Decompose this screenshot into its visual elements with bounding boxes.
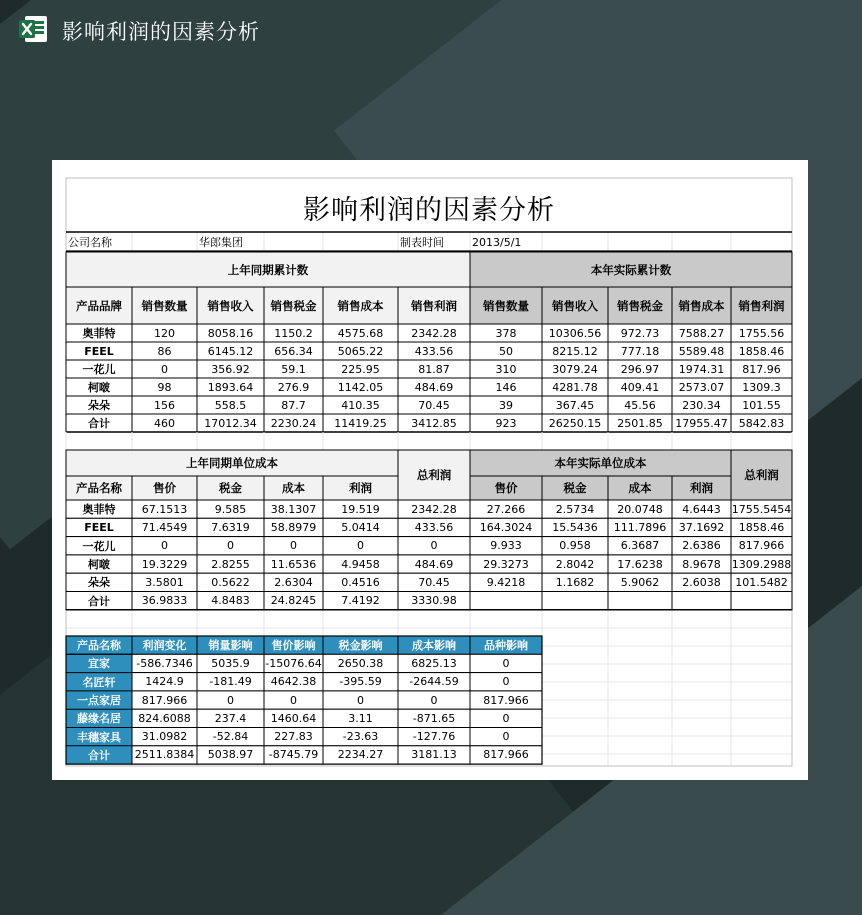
window-titlebar [0, 0, 862, 60]
table-cell: 0 [502, 730, 510, 744]
table-cell: -871.65 [412, 711, 456, 725]
section2-col-header: 售价 [153, 481, 176, 495]
table-cell: 356.92 [211, 362, 250, 376]
section3-col-header: 产品名称 [77, 639, 121, 653]
table-cell: 1460.64 [270, 711, 317, 725]
table-cell: 1142.05 [337, 380, 384, 394]
table-cell: 86 [157, 344, 172, 358]
table-cell: 2501.85 [617, 416, 663, 430]
table-cell: 164.3024 [479, 520, 533, 534]
table-cell: 0 [161, 539, 168, 553]
row-label: FEEL [84, 344, 114, 358]
table-cell: 3412.85 [411, 416, 457, 430]
section1-col-header: 销售成本 [678, 298, 725, 313]
section1-col-header: 销售数量 [483, 298, 529, 313]
table-cell: 2342.28 [411, 502, 457, 516]
table-cell: 3079.24 [552, 362, 598, 376]
table-cell: -23.63 [342, 730, 379, 744]
document-title: 影响利润的因素分析 [62, 20, 260, 44]
table-cell: 9.585 [214, 502, 247, 516]
table-cell: 45.56 [624, 398, 656, 412]
excel-icon [17, 13, 49, 45]
row-label: 一花儿 [82, 363, 116, 376]
table-cell: 6.3687 [620, 539, 660, 553]
table-cell: 4281.78 [552, 380, 598, 394]
table-cell: 433.56 [414, 344, 454, 358]
table-cell: 8058.16 [207, 326, 254, 340]
table-cell: 111.7896 [613, 520, 667, 534]
table-cell: 29.3273 [483, 557, 529, 571]
table-cell: 4575.68 [337, 326, 384, 340]
table-cell: 67.1513 [141, 502, 188, 516]
section2-current-total-profit-header: 总利润 [744, 468, 779, 482]
section1-prior-title: 上年同期累计数 [227, 262, 309, 277]
table-cell: 0 [430, 693, 438, 707]
section2-col-header: 产品名称 [76, 481, 122, 495]
table-cell: 17012.34 [204, 416, 257, 430]
section1-col-header: 销售利润 [411, 298, 457, 313]
row-label: FEEL [84, 520, 114, 534]
table-cell: 2650.38 [337, 656, 384, 670]
row-label: 奥菲特 [82, 503, 116, 517]
table-cell: 0 [357, 693, 364, 707]
table-cell: 7.6319 [211, 520, 250, 534]
table-cell: -586.7346 [136, 656, 193, 670]
row-label: 名匠轩 [82, 675, 116, 689]
table-cell: 10306.56 [548, 326, 602, 340]
table-cell: 9.4218 [486, 575, 526, 589]
table-cell: 50 [499, 344, 513, 358]
table-cell: 0 [290, 693, 297, 707]
table-cell [542, 592, 608, 610]
table-cell: 777.18 [620, 344, 660, 358]
table-cell: 1309.3 [742, 380, 781, 394]
table-cell: 1424.9 [145, 675, 184, 689]
table-cell: 225.95 [341, 362, 380, 376]
table-cell [731, 592, 792, 610]
table-cell: 0 [161, 362, 168, 376]
table-cell: 5589.48 [678, 344, 725, 358]
table-cell: 26250.15 [548, 416, 602, 430]
table-cell: -8745.79 [268, 748, 319, 762]
table-cell: 38.1307 [270, 502, 317, 516]
section2-current-title: 本年实际单位成本 [554, 456, 647, 470]
table-cell: 227.83 [274, 730, 313, 744]
table-cell: 39 [499, 398, 513, 412]
table-cell: 0 [430, 539, 438, 553]
table-cell: 87.7 [281, 398, 306, 412]
row-label: 丰穗家具 [77, 730, 121, 744]
table-cell: 2.8042 [555, 557, 595, 571]
date-label: 制表时间 [400, 236, 444, 249]
section1-col-header: 产品品牌 [76, 298, 122, 313]
table-cell: 8215.12 [552, 344, 598, 358]
table-cell: 2.6386 [682, 539, 721, 553]
table-cell: 98 [157, 380, 172, 394]
section2-col-header: 利润 [349, 481, 372, 495]
section3-col-header: 成本影响 [412, 639, 456, 653]
section2-col-header: 利润 [690, 481, 713, 495]
table-cell: 1893.64 [207, 380, 254, 394]
table-cell: 817.96 [742, 362, 781, 376]
table-cell: 5.0414 [341, 520, 380, 534]
section1-col-header: 销售数量 [141, 298, 188, 313]
section2-col-header: 成本 [282, 481, 305, 495]
table-cell: -127.76 [412, 730, 456, 744]
table-cell: 156 [154, 398, 175, 412]
table-cell: 409.41 [620, 380, 660, 394]
table-cell: 17.6238 [617, 557, 663, 571]
table-cell: 817.966 [738, 539, 785, 553]
table-cell: 27.266 [486, 502, 526, 516]
table-cell: 5842.83 [738, 416, 785, 430]
section2-prior-total-profit-header: 总利润 [416, 468, 452, 482]
section3-col-header: 售价影响 [271, 639, 316, 653]
section1-col-header: 销售税金 [270, 298, 317, 313]
row-label: 藤缘名居 [77, 712, 121, 726]
table-cell: 3.11 [348, 711, 373, 725]
table-cell: 2.6038 [682, 575, 721, 589]
table-cell: 1974.31 [678, 362, 725, 376]
table-cell: 2.6304 [274, 575, 313, 589]
table-cell: 7.4192 [341, 594, 380, 608]
company-name: 华郎集团 [199, 236, 243, 249]
table-cell: 484.69 [414, 557, 454, 571]
table-cell: 8.9678 [682, 557, 721, 571]
section2-col-header: 税金 [563, 481, 587, 495]
row-label: 一点家居 [77, 694, 121, 708]
table-cell: 656.34 [274, 344, 313, 358]
row-label: 柯啵 [88, 558, 110, 572]
table-cell: 19.3229 [141, 557, 188, 571]
report-date: 2013/5/1 [472, 235, 522, 249]
row-label: 奥菲特 [82, 327, 116, 340]
table-cell: 1858.46 [738, 520, 785, 534]
table-cell: 558.5 [214, 398, 247, 412]
table-cell: 824.6088 [138, 711, 191, 725]
table-cell: 0 [227, 539, 234, 553]
table-cell: 433.56 [414, 520, 454, 534]
row-label: 一花儿 [82, 539, 116, 553]
table-cell: 237.4 [214, 711, 247, 725]
section2-prior-title: 上年同期单位成本 [186, 456, 278, 470]
table-cell: 817.966 [483, 748, 529, 762]
table-cell: 1858.46 [738, 344, 785, 358]
table-cell: 1150.2 [274, 326, 313, 340]
table-cell: 7588.27 [678, 326, 725, 340]
table-cell: 0 [357, 539, 364, 553]
table-cell: -52.84 [212, 730, 249, 744]
row-label: 朵朵 [88, 399, 110, 412]
table-cell: 81.87 [418, 362, 450, 376]
table-cell: 101.5482 [735, 575, 788, 589]
table-cell: 0 [502, 675, 510, 689]
table-cell: 37.1692 [678, 520, 725, 534]
table-cell: 24.8245 [270, 594, 317, 608]
table-cell: -181.49 [209, 675, 252, 689]
table-cell: 17955.47 [675, 416, 728, 430]
section3-col-header: 利润变化 [142, 639, 187, 653]
table-cell: 71.4549 [141, 520, 188, 534]
table-cell: 0 [502, 656, 510, 670]
table-cell [672, 592, 731, 610]
table-cell: 0.4516 [341, 575, 380, 589]
row-label: 合计 [88, 748, 110, 762]
table-cell: -2644.59 [409, 675, 459, 689]
row-label: 合计 [88, 417, 110, 430]
table-cell: 3.5801 [145, 575, 184, 589]
table-cell: -15076.64 [265, 656, 322, 670]
table-cell: 20.0748 [617, 502, 663, 516]
section2-col-header: 税金 [219, 481, 242, 495]
table-cell: 9.933 [490, 539, 522, 553]
table-cell: 296.97 [620, 362, 660, 376]
table-cell: 4.9458 [341, 557, 380, 571]
table-cell: 367.45 [555, 398, 595, 412]
table-cell: 310 [495, 362, 517, 376]
table-cell: 5035.9 [211, 656, 250, 670]
table-cell: 1755.5454 [731, 502, 792, 516]
table-cell: 70.45 [418, 575, 450, 589]
section1-col-header: 销售成本 [337, 298, 384, 313]
table-cell: 2230.24 [270, 416, 317, 430]
table-cell: 230.34 [682, 398, 721, 412]
table-cell: 101.55 [742, 398, 781, 412]
sheet-title: 影响利润的因素分析 [303, 195, 555, 226]
row-label: 柯啵 [88, 381, 110, 394]
table-cell: 0.958 [559, 539, 591, 553]
table-cell: 19.519 [341, 502, 380, 516]
section2-col-header: 售价 [494, 481, 518, 495]
company-label: 公司名称 [68, 236, 112, 249]
table-cell: 6825.13 [411, 656, 457, 670]
table-cell: 70.45 [418, 398, 450, 412]
table-cell: 410.35 [341, 398, 380, 412]
table-cell: 4.6443 [682, 502, 721, 516]
table-cell: 15.5436 [552, 520, 598, 534]
table-cell: 4.8483 [211, 594, 250, 608]
table-cell: 1755.56 [738, 326, 785, 340]
table-cell: 2.8255 [211, 557, 250, 571]
table-cell: 2511.8384 [134, 748, 195, 762]
table-cell: 817.966 [483, 693, 529, 707]
table-cell: 120 [154, 326, 175, 340]
table-cell: 11419.25 [334, 416, 387, 430]
table-cell: 972.73 [620, 326, 660, 340]
table-cell: 5.9062 [620, 575, 660, 589]
row-label: 合计 [88, 594, 110, 608]
table-cell: 3181.13 [411, 748, 457, 762]
table-cell: 59.1 [281, 362, 306, 376]
table-cell: 2.5734 [555, 502, 595, 516]
table-cell: 11.6536 [270, 557, 317, 571]
table-cell [608, 592, 672, 610]
table-cell: 1.1682 [555, 575, 595, 589]
table-cell: 3330.98 [411, 594, 457, 608]
table-cell: 5065.22 [337, 344, 384, 358]
section1-col-header: 销售利润 [738, 298, 785, 313]
section1-col-header: 销售收入 [552, 298, 598, 313]
spreadsheet [52, 160, 808, 780]
table-cell [470, 592, 542, 610]
table-cell: 58.8979 [270, 520, 317, 534]
row-label: 宜家 [88, 657, 110, 671]
table-cell: 36.9833 [141, 594, 188, 608]
section1-col-header: 销售收入 [207, 298, 254, 313]
table-cell: 276.9 [277, 380, 310, 394]
table-cell: 817.966 [141, 693, 188, 707]
table-cell: 378 [495, 326, 517, 340]
section1-col-header: 销售税金 [617, 298, 663, 313]
section3-col-header: 税金影响 [338, 639, 383, 653]
table-cell: 923 [495, 416, 517, 430]
table-cell: 0 [227, 693, 234, 707]
table-cell: 6145.12 [207, 344, 254, 358]
table-cell: 2342.28 [411, 326, 457, 340]
row-label: 朵朵 [88, 576, 110, 590]
section2-col-header: 成本 [628, 481, 652, 495]
table-cell: 484.69 [414, 380, 454, 394]
table-cell: 2234.27 [337, 748, 384, 762]
table-cell: 4642.38 [270, 675, 317, 689]
table-cell: -395.59 [339, 675, 382, 689]
table-cell: 460 [154, 416, 175, 430]
table-cell: 1309.2988 [731, 557, 792, 571]
section3-col-header: 销量影响 [208, 639, 253, 653]
table-cell: 5038.97 [207, 748, 254, 762]
section3-col-header: 品种影响 [484, 639, 528, 653]
table-cell: 0.5622 [211, 575, 250, 589]
table-cell: 0 [290, 539, 297, 553]
table-cell: 146 [495, 380, 517, 394]
section1-current-title: 本年实际累计数 [590, 262, 672, 277]
table-cell: 31.0982 [141, 730, 188, 744]
table-cell: 0 [502, 711, 510, 725]
table-cell: 2573.07 [678, 380, 725, 394]
